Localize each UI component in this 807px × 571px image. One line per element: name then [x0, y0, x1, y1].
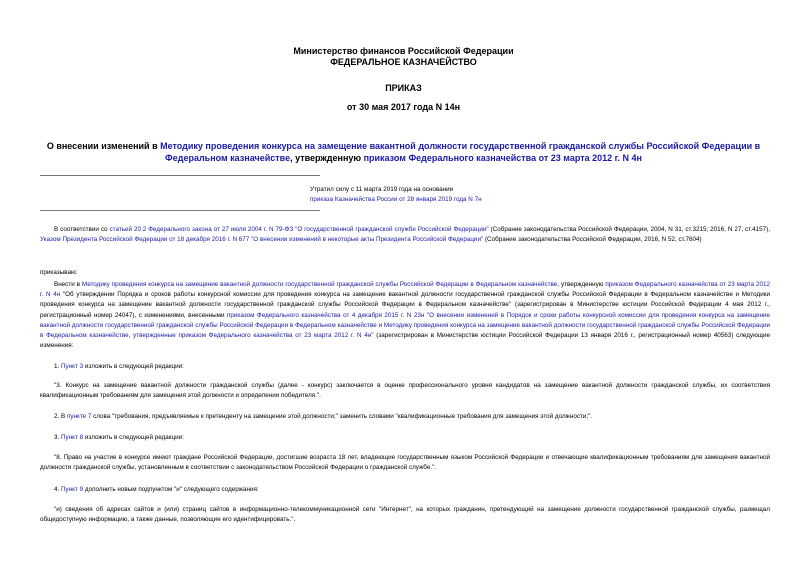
quote-1: "3. Конкурс на замещение вакантной должности гражданской службы (далее - конкурс) заключается в оценке профессионального уровня кандидатов на замещение вакантной должности гражданской службы, их соответствия квалификационным требованиям для замещения этой должности и определении победителя.".	[40, 382, 770, 400]
document-type: ПРИКАЗ	[385, 83, 422, 93]
divider-bottom	[40, 210, 320, 211]
item-3	[40, 433, 770, 443]
methodology-link[interactable]: Методику проведения конкурса на замещение вакантной должности государственной гражданской службы Российской Федерации в Федеральном казначействе	[160, 141, 761, 163]
item-4-link[interactable]: Пункт 9	[61, 486, 84, 493]
item-1	[40, 362, 770, 372]
item-3-link[interactable]: Пункт 8	[61, 434, 84, 441]
main-text-1: Внести в	[54, 281, 82, 288]
item-4-text: дополнить новым подпунктом "и" следующего содержания:	[83, 486, 259, 493]
agency-name: ФЕДЕРАЛЬНОЕ КАЗНАЧЕЙСТВО	[330, 57, 477, 67]
item-4-number: 4.	[54, 486, 62, 493]
status-line-1: Утратил силу с 11 марта 2019 года на основании	[310, 186, 454, 193]
main-methodology-link[interactable]: Методику проведения конкурса на замещение вакантной должности государственной гражданской службы Российской Федерации в Федеральном казначействе	[81, 281, 558, 288]
quote-3: "8. Право на участие в конкурсе имеют граждане Российской Федерации, достигшие возраста 18 лет, владеющие государственным языком Российской Федерации и отвечающие квалификационным требованиям для замещения вакантной должности гражданской службы, установленным в соответствии с законодательством Российской Федерации о гражданской службе.".	[40, 454, 770, 472]
title-prefix: О внесении изменений в	[46, 141, 161, 151]
document-date-number: от 30 мая 2017 года N 14н	[346, 102, 461, 112]
item-2-link[interactable]: пункте 7	[66, 413, 92, 420]
ministry-name: Министерство финансов Российской Федерации	[293, 46, 514, 56]
item-3-text: изложить в следующей редакции:	[83, 434, 184, 441]
quote-4: "и) сведения об адресах сайтов и (или) страниц сайтов в информационно-телекоммуникационной сети "Интернет", на которых гражданин, претендующий на замещение должности государственной гражданской службы, размещал общедоступную информацию, а также данные, позволяющие его идентифицировать.".	[40, 506, 770, 524]
item-1-number: 1.	[54, 363, 62, 370]
status-line-2-wrap	[310, 195, 630, 204]
main-order-4n-link[interactable]: приказом Федерального казначейства от 23 марта 2012 г. N 4н	[40, 281, 771, 299]
preamble-text-1: В соответствии со	[54, 226, 110, 233]
title-middle: , утвержденную	[290, 153, 364, 163]
document-title	[40, 140, 767, 164]
main-text-4: (зарегистрирован в Министерстве юстиции Российской Федерации 13 января 2016 г., регистрационный номер 40563) следующие изменения:	[40, 332, 771, 350]
federal-law-link[interactable]: статьей 20.2 Федерального закона от 27 июля 2004 г. N 79-ФЗ "О государственной гражданской службе Российской Федерации"	[109, 226, 489, 233]
order-4n-link[interactable]: приказом Федерального казначейства от 23 марта 2012 г. N 4н	[363, 153, 642, 163]
preamble-text-3: (Собрание законодательства Российской Федерации, 2016, N 52, ст.7604)	[483, 236, 702, 244]
repeal-order-link[interactable]: приказа Казначейства России от 28 января 2019 года N 7н	[310, 196, 482, 203]
main-paragraph	[40, 280, 770, 351]
item-2-number: 2. В	[54, 413, 67, 420]
item-2-text: слова "требования, предъявляемые к претенденту на замещение этой должности;" заменить словами "квалификационные требования для замещения этой должности;".	[91, 413, 593, 420]
main-text-3: "Об утверждении Порядка и сроков работы конкурсной комиссии для проведения конкурса на замещение вакантной должности государственной гражданской службы Российской Федерации в Федеральном казначействе и Методики проведения конкурса на замещение вакантной должности государственной гражданской службы Российской Федерации в Федеральном казначействе" (зарегистрирован в Министерстве юстиции Российской Федерации 4 мая 2012 г., регистрационный номер 24047), с изменениями, внесенными	[40, 291, 770, 319]
item-2	[40, 412, 770, 422]
preamble-text-2: (Собрание законодательства Российской Федерации, 2004, N 31, ст.3215; 2016, N 27, ст.4157),	[488, 226, 770, 233]
order-word: приказываю:	[40, 269, 78, 276]
main-text-2: , утвержденную	[557, 281, 606, 288]
divider-top	[40, 175, 320, 176]
item-3-number: 3.	[54, 434, 62, 441]
president-decree-link[interactable]: Указом Президента Российской Федерации от 18 декабря 2016 г. N 677 "О внесении изменений в некоторые акты Президента Российской Федерации"	[40, 236, 484, 244]
preamble-paragraph	[40, 225, 770, 245]
item-4	[40, 485, 770, 495]
item-1-link[interactable]: Пункт 3	[61, 363, 84, 370]
item-1-text: изложить в следующей редакции:	[83, 363, 184, 370]
order-23n-link[interactable]: приказом Федерального казначейства от 4 декабря 2015 г. N 23н "О внесении изменений в Порядок и сроки работы конкурсной комиссии для проведения конкурса на замещение вакантной должности государственной гражданской службы Российской Федерации в Федеральном казначействе и Методику проведения конкурса на замещение вакантной должности государственной гражданской службы Российской Федерации в Федеральном казначействе, утвержденные приказом Федерального казначейства от 23 марта 2012 г. N 4н"	[40, 311, 771, 340]
